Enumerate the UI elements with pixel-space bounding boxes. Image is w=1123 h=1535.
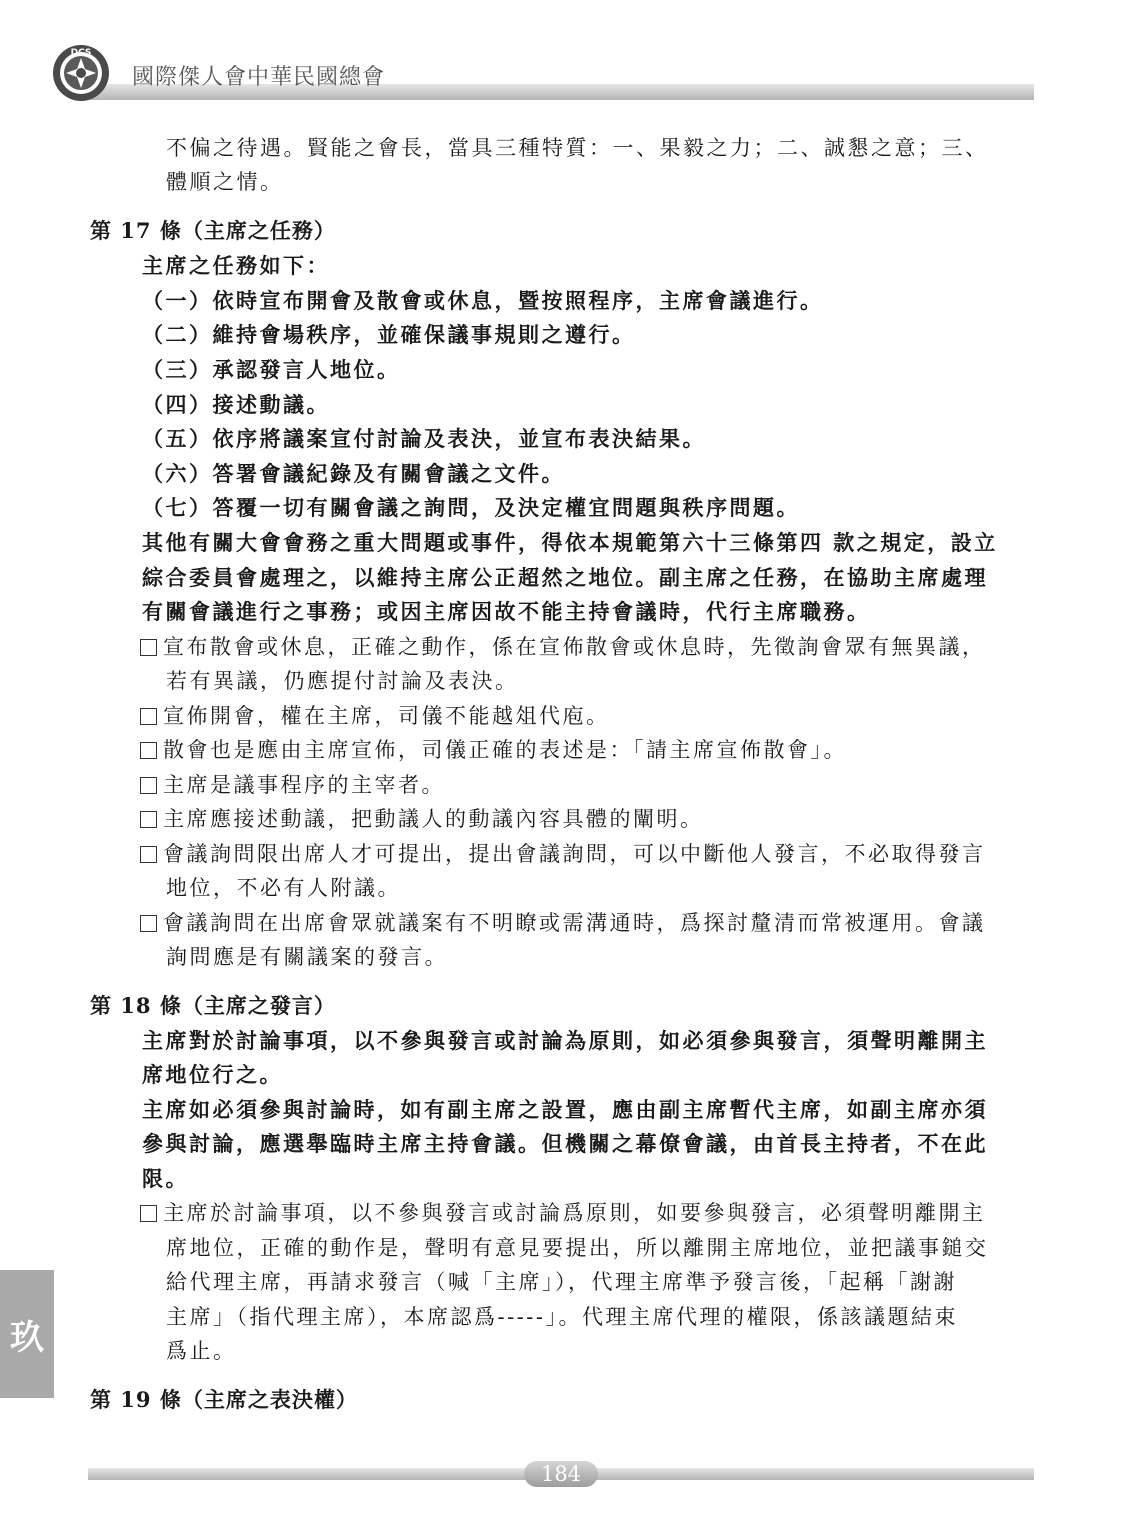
article-17-item: （二）維持會場秩序，並確保議事規則之遵行。 xyxy=(142,322,636,347)
note-text: 主席應接述動議，把動議人的動議內容具體的闡明。 xyxy=(163,807,704,831)
article-17-paragraph: 綜合委員會處理之，以維持主席公正超然之地位。副主席之任務，在協助主席處理 xyxy=(142,565,988,590)
note-item xyxy=(140,703,610,729)
article-18-heading: 第 18 條（主席之發言） xyxy=(90,993,336,1018)
checkbox-icon xyxy=(140,846,157,863)
checkbox-icon xyxy=(140,742,157,759)
note-text: 會議詢問在出席會眾就議案有不明瞭或需溝通時，爲探討釐清而常被運用。會議 xyxy=(163,911,986,935)
article-17-paragraph: 有關會議進行之事務；或因主席因故不能主持會議時，代行主席職務。 xyxy=(142,599,871,624)
organization-logo xyxy=(52,44,110,102)
article-18-paragraph: 主席對於討論事項，以不參與發言或討論為原則，如必須參與發言，須聲明離開主 xyxy=(142,1028,988,1053)
checkbox-icon xyxy=(140,639,157,656)
note-item xyxy=(140,772,445,798)
note-continuation: 席地位，正確的動作是，聲明有意見要提出，所以離開主席地位，並把議事鎚交 xyxy=(166,1236,989,1260)
article-17-lead: 主席之任務如下： xyxy=(142,253,330,278)
note-continuation: 給代理主席，再請求發言（喊「主席」），代理主席準予發言後，「起稱「謝謝 xyxy=(166,1270,957,1294)
article-18-paragraph: 限。 xyxy=(142,1166,189,1191)
note-continuation: 若有異議，仍應提付討論及表決。 xyxy=(166,669,519,693)
note-text: 散會也是應由主席宣佈，司儀正確的表述是：「請主席宣佈散會」。 xyxy=(163,738,847,762)
chapter-tab: 玖 xyxy=(0,1270,54,1398)
note-item xyxy=(140,1200,986,1226)
article-18-paragraph: 席地位行之。 xyxy=(142,1062,283,1087)
article-17-heading: 第 17 條（主席之任務） xyxy=(90,218,336,243)
article-17-item: （六）答署會議紀錄及有關會議之文件。 xyxy=(142,461,565,486)
note-item xyxy=(140,910,986,936)
article-17-item: （七）答覆一切有關會議之詢問，及決定權宜問題與秩序問題。 xyxy=(142,495,800,520)
article-18-paragraph: 參與討論，應選舉臨時主席主持會議。但機關之幕僚會議，由首長主持者，不在此 xyxy=(142,1131,988,1156)
page-number: 184 xyxy=(524,1461,598,1487)
article-17-item: （三）承認發言人地位。 xyxy=(142,357,401,382)
checkbox-icon xyxy=(140,915,157,932)
article-17-item: （五）依序將議案宣付討論及表決，並宣布表決結果。 xyxy=(142,426,706,451)
article-17-paragraph: 其他有關大會會務之重大問題或事件，得依本規範第六十三條第四 款之規定，設立 xyxy=(142,530,998,555)
article-19-heading: 第 19 條（主席之表決權） xyxy=(90,1387,358,1412)
note-text: 會議詢問限出席人才可提出，提出會議詢問，可以中斷他人發言，不必取得發言 xyxy=(163,842,986,866)
article-17-item: （一）依時宣布開會及散會或休息，暨按照程序，主席會議進行。 xyxy=(142,288,824,313)
note-text: 宣布散會或休息，正確之動作，係在宣佈散會或休息時，先徵詢會眾有無異議， xyxy=(163,635,986,659)
note-continuation: 主席」（指代理主席），本席認爲-----」。代理主席代理的權限，係該議題結束 xyxy=(166,1305,958,1329)
checkbox-icon xyxy=(140,811,157,828)
note-continuation: 爲止。 xyxy=(166,1339,237,1363)
checkbox-icon xyxy=(140,1205,157,1222)
checkbox-icon xyxy=(140,777,157,794)
note-item xyxy=(140,634,986,660)
article-18-paragraph: 主席如必須參與討論時，如有副主席之設置，應由副主席暫代主席，如副主席亦須 xyxy=(142,1097,988,1122)
organization-title: 國際傑人會中華民國總會 xyxy=(132,65,386,90)
intro-line: 不偏之待遇。賢能之會長，當具三種特質：一、果毅之力；二、誠懇之意；三、 xyxy=(166,136,989,160)
note-item xyxy=(140,737,847,763)
svg-text:DCS: DCS xyxy=(70,48,92,58)
article-17-item: （四）接述動議。 xyxy=(142,392,330,417)
note-text: 主席於討論事項，以不參與發言或討論爲原則，如要參與發言，必須聲明離開主 xyxy=(163,1201,986,1225)
intro-line: 體順之情。 xyxy=(166,170,284,194)
note-text: 主席是議事程序的主宰者。 xyxy=(163,773,445,797)
note-item xyxy=(140,841,986,867)
note-continuation: 地位，不必有人附議。 xyxy=(166,876,401,900)
checkbox-icon xyxy=(140,708,157,725)
note-continuation: 詢問應是有關議案的發言。 xyxy=(166,945,448,969)
note-item xyxy=(140,806,704,832)
note-text: 宣佈開會，權在主席，司儀不能越俎代庖。 xyxy=(163,704,610,728)
